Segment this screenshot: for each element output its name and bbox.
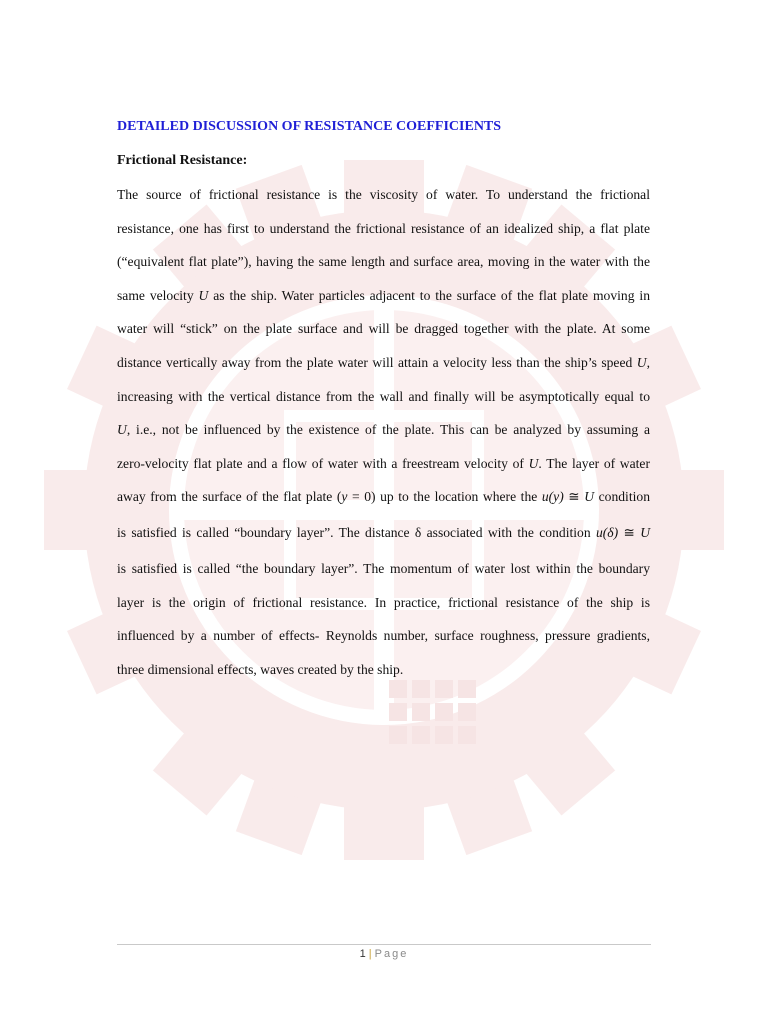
paragraph-line: resistance, one has first to understand the frictional resistance of an idealized ship, a flat plate [117,220,650,236]
paragraph-line: influenced by a number of effects- Reynolds number, surface roughness, pressure gradients, [117,628,650,644]
paragraph-line: zero-velocity flat plate and a flow of water with a freestream velocity of U. The layer of water [117,455,650,471]
section-heading: DETAILED DISCUSSION OF RESISTANCE COEFFICIENTS [117,119,502,134]
page-label: Page [374,948,409,960]
paragraph-line: U, i.e., not be influenced by the existence of the plate. This can be analyzed by assuming a [117,422,650,438]
paragraph-line: three dimensional effects, waves created by the ship. [117,661,404,677]
paragraph-line: (“equivalent flat plate”), having the same length and surface area, moving in the water with the [117,254,650,270]
page-number: 1 [359,948,366,960]
paragraph-line: The source of frictional resistance is the viscosity of water. To understand the frictional [117,187,650,202]
paragraph-line: layer is the origin of frictional resistance. In practice, frictional resistance of the ship is [117,594,650,610]
paragraph-line: is satisfied is called “boundary layer”. The distance δ associated with the condition u(δ) ≅ U [117,524,651,540]
paragraph-line: away from the surface of the flat plate (y = 0) up to the location where the u(y) ≅ U condition [117,489,650,505]
paragraph-line: distance vertically away from the plate water will attain a velocity less than the ship’s speed U, [117,354,650,370]
page-footer [0,948,768,960]
footer-divider [117,944,651,945]
paragraph-line: increasing with the vertical distance from the wall and finally will be asymptotically equal to [117,388,650,404]
paragraph-line: same velocity U as the ship. Water particles adjacent to the surface of the flat plate moving in [117,287,650,303]
paragraph-line: is satisfied is called “the boundary layer”. The momentum of water lost within the boundary [117,560,650,576]
paragraph-line: water will “stick” on the plate surface and will be dragged together with the plate. At some [117,321,650,337]
footer-separator: | [368,948,372,960]
subsection-heading: Frictional Resistance: [117,153,248,168]
paragraph [117,178,650,686]
